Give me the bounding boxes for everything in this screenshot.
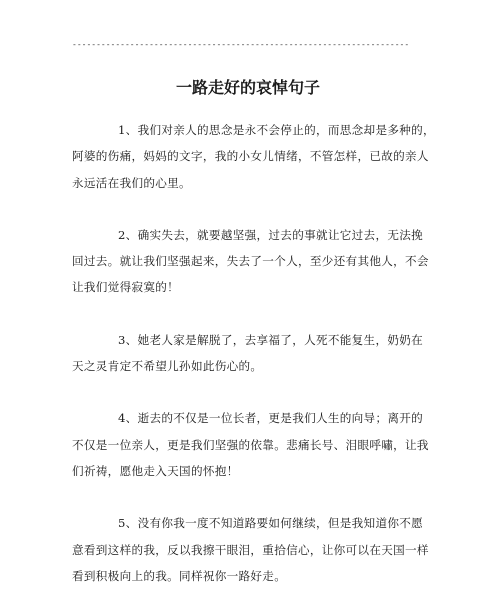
- paragraph-line: 回过去。就让我们坚强起来，失去了一个人，至少还有其他人，不会: [72, 254, 429, 269]
- page-title: 一路走好的哀悼句子: [175, 78, 320, 97]
- paragraph-line: 看到积极向上的我。同样祝你一路好走。: [72, 568, 287, 583]
- paragraph-line: 2、确实失去，就要越坚强，过去的事就让它过去，无法挽: [118, 227, 424, 242]
- paragraph-line: 天之灵肯定不希望儿孙如此伤心的。: [72, 359, 263, 374]
- paragraph-line: 5、没有你我一度不知道路要如何继续，但是我知道你不愿: [118, 516, 424, 531]
- paragraph-3: [72, 327, 428, 380]
- paragraph-line: 意看到这样的我，反以我擦干眼泪，重拾信心，让你可以在天国一样: [72, 542, 429, 557]
- header-separator: ----------------------------------------------------------------------: [72, 40, 410, 49]
- document-body: [72, 117, 435, 589]
- paragraph-line: 不仅是一位亲人，更是我们坚强的依靠。悲痛长号、泪眼呼嘯，让我: [72, 437, 429, 452]
- paragraph-2: [72, 222, 428, 301]
- paragraph-line: 阿婆的伤痛，妈妈的文字，我的小女儿情绪，不管怎样，已故的亲人: [72, 149, 429, 164]
- paragraph-5: [72, 510, 428, 589]
- paragraph-line: 们祈祷，愿他走入天国的怀抱！: [72, 463, 239, 478]
- paragraph-line: 1、我们对亲人的思念是永不会停止的，而思念却是多种的，: [118, 123, 435, 137]
- paragraph-line: 永远活在我们的心里。: [72, 175, 191, 190]
- paragraph-line: 4、逝去的不仅是一位长者，更是我们人生的向导；离开的: [118, 411, 424, 426]
- paragraph-line: 让我们觉得寂寞的！: [72, 280, 180, 295]
- paragraph-4: [72, 405, 428, 484]
- paragraph-1: [72, 117, 435, 196]
- paragraph-line: 3、她老人家是解脱了，去享福了，人死不能复生，奶奶在: [118, 332, 424, 347]
